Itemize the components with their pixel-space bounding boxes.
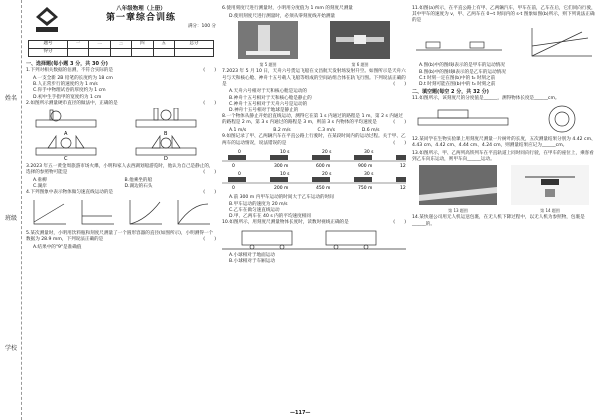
car-icon — [354, 177, 372, 182]
column-3 — [412, 6, 596, 229]
publisher-logo — [34, 6, 60, 32]
question-6: 6.使用刻度尺进行测量时，小明用分度值为 1 mm 的刻度尺测量 — [222, 6, 353, 11]
score-table-header-6: 总分 — [174, 41, 213, 49]
car-time-label: 0 — [238, 150, 241, 156]
car-distance-label: 900 m — [358, 164, 373, 170]
car-distance-label: 750 m — [358, 186, 373, 192]
question-5: 5.某次测量时，小明用饮料瓶和刻度尺测量了一个圆形容器的直径(如图所示)，小明测得一个数据为 28.9 mm，下列说法正确的是 ( ) — [26, 230, 216, 243]
q11-cars-st-graph — [412, 26, 596, 60]
question-fill-13: 13.如图所示，甲、乙两列高铁列车在平直轨道上同时同向行驶，在甲车的座位上，乘客看到乙车向东运动，则甲车向______运动。 — [412, 151, 594, 163]
score-table-score-row — [29, 49, 214, 57]
question-4: 4.下列图象中表示物体做匀速直线运动的是 ( ) — [26, 189, 216, 195]
question-10: 10.如图所示，用刻度尺测量物体长度时，读数时视线正确的是 ( ) — [222, 220, 406, 226]
car-time-label: 30 s — [364, 172, 374, 178]
score-table-header-2: 二 — [89, 41, 110, 49]
score-table-score-label: 得分 — [29, 49, 68, 57]
car-time-label: 0 — [238, 172, 241, 178]
question-3: 3.2023 年五一黄金周旅游市场火爆，小明和家人去西湖划船游览时，他认为自己是静止的，选择的参照物可能是 ( ) — [26, 163, 216, 175]
car-distance-label: 200 m — [274, 186, 289, 192]
question-fill-14: 14.某快递公司用无人机运送包裹，在无人机下降过程中，以无人机为参照物，包裹是______的。 — [412, 215, 585, 227]
section-1-title: 一、选择题(每小题 3 分，共 30 分) — [26, 61, 108, 67]
q9-option-b: B.甲车运动的速度为 20 m/s — [229, 201, 288, 207]
q11-option-a: A.图(b)中的图线Ⅰ表示的是甲车的运动情况 — [419, 63, 505, 69]
score-table-header-1: 一 — [67, 41, 88, 49]
car-icon — [354, 155, 372, 160]
q5-option-a: A.结果中的"9"是准确值 — [33, 244, 82, 250]
q10-train-figure — [222, 228, 406, 250]
car-distance-label: 450 m — [316, 186, 331, 192]
figure-13-caption: 第 13 题图 — [448, 208, 468, 214]
car-time-label: 30 s — [364, 150, 374, 156]
q10-option-b: B.小球相对于车厢运动 — [229, 259, 275, 265]
q1-option-b: B.人正常步行的速度约为 1 m/s — [33, 82, 98, 88]
column-1 — [26, 60, 216, 251]
q1-option-c: C.你手中物理试卷的厚度约为 1 cm — [33, 88, 106, 94]
ruler-and-dial-figure — [412, 104, 596, 134]
q3-options-row-2: C.湖岸 D.湖边的石头 — [33, 183, 153, 189]
question-2: 2.如图所示测量硬币直径的做法中，正确的是 ( ) — [26, 100, 216, 106]
figures-13-14 — [412, 165, 596, 214]
page-title: 第一章综合训练 — [105, 13, 176, 24]
q7-option-b: B.神舟十五号相对于天和核心舱是静止的 — [229, 95, 312, 101]
q9-option-d: D.甲、乙两车在 40 s 内的平均速度相同 — [229, 214, 311, 220]
page-number: —117— — [290, 410, 311, 416]
q8-options: A.1 m/s B.2 m/s C.3 m/s D.6 m/s — [229, 128, 380, 134]
car-icon — [228, 177, 246, 182]
question-8: 8.一个物体从静止开始沿直线运动，测得它在第 1 s 内通过的路程是 1 m，第 2 s 内通过的路程是 2 m，第 3 s 内通过的路程是 3 m，则前 3 s 内物体的平均速度是 ( ) — [222, 114, 406, 126]
gutter-name-label: 姓名 — [5, 95, 18, 102]
delivery-drone-icon — [511, 165, 589, 205]
q2-label-b: B — [164, 131, 168, 138]
car-time-label: 10 s — [280, 150, 290, 156]
figure-14-caption: 第 14 题图 — [540, 208, 560, 214]
score-table — [28, 40, 214, 57]
question-11: 11.如图(a)所示，在平直公路上有甲、乙两辆汽车，甲车在前，乙车在后，它们同向行驶，其中甲车的速度为 v，甲、乙两车在 0~t 时间内的 s-t 图象如图(b)所示，则下列说法正确的是 — [412, 6, 596, 24]
column-2 — [222, 6, 406, 266]
q7-option-a: A.天舟六号相对于天和核心舱是运动的 — [229, 89, 308, 95]
q2-label-d: D — [164, 156, 168, 161]
q6-option-d: D.使用刻度尺进行测量时，必须从零刻度线开始测量 — [229, 13, 336, 19]
score-cell-3[interactable] — [110, 49, 131, 57]
score-cell-5[interactable] — [153, 49, 174, 57]
q7-option-d: D.神舟十五号相对于地球是静止的 — [229, 108, 299, 114]
worksheet-header — [66, 6, 216, 30]
car-distance-label: 0 — [232, 186, 235, 192]
grade-label: 八年级物理（上册） — [116, 6, 166, 12]
full-score-label: 满分：100 分 — [187, 24, 216, 30]
section-2-title: 二、填空题(每空 2 分，共 32 分) — [412, 89, 489, 96]
score-table-header-3: 三 — [110, 41, 131, 49]
score-table-header-0: 题号 — [29, 41, 68, 49]
space-station-icon — [330, 21, 390, 59]
car-icon — [270, 177, 288, 182]
q1-option-d: D.初中生手指甲的宽度约为 1 cm — [33, 94, 102, 100]
question-1: 1.下列对相关数据的估测，不符合实际的是 ( ) — [26, 68, 216, 74]
q9-option-a: A.前 300 m 内甲车运动的时间大于乙车运动的时间 — [229, 195, 334, 201]
bottle-and-ruler-icon — [238, 21, 298, 59]
q2-coin-measure-figures — [26, 108, 216, 160]
q9-car-motion-figure — [222, 148, 406, 192]
q9-option-c: C.乙车在做匀速直线运动 — [229, 207, 280, 213]
car-time-label: 20 s — [322, 172, 332, 178]
score-cell-6[interactable] — [174, 49, 213, 57]
question-9: 9.如图记录了甲、乙两辆汽车在平直公路上行驶时，在某段时间内的运动过程。关于甲、乙两车的运动情况，说法错误的是 ( ) — [222, 134, 406, 146]
car-icon — [312, 177, 330, 182]
figures-5-6 — [222, 21, 406, 68]
question-7: 7.2023 年 5 月 10 日，天舟六号货运飞船在文昌航天发射场发射升空。如图所示是天舟六号与天和核心舱、神舟十五号载人飞船等组成的空间站组合体在轨飞行图。下列说法正确的是 ( ) — [222, 69, 406, 87]
q11-option-c: C.t 时刻一定在图(b)中的 t₀ 时刻之前 — [419, 75, 496, 81]
car-distance-label: 300 m — [274, 164, 289, 170]
score-cell-2[interactable] — [89, 49, 110, 57]
gutter-class-label: 班级 — [5, 215, 18, 222]
question-fill-12: 12.某同学在生物实验课上用刻度尺测量一片树叶的长度，五次测量结果分别为 4.42 cm、4.43 cm、4.42 cm、4.44 cm、4.24 cm，则测量结果应记为______cm。 — [412, 137, 596, 149]
gutter-school-label: 学校 — [5, 345, 18, 352]
binding-gutter — [0, 0, 22, 420]
car-icon — [396, 177, 406, 182]
car-time-label: 10 s — [280, 172, 290, 178]
q11-option-b: B.图(b)中的图线Ⅱ表示的是乙车的运动情况 — [419, 69, 506, 75]
car-distance-label: 600 m — [316, 164, 331, 170]
q7-option-c: C.神舟十五号相对于天舟六号是运动的 — [229, 101, 308, 107]
q10-option-a: A.小球相对于地面运动 — [229, 253, 275, 259]
q2-label-a: A — [64, 131, 68, 138]
figure-6-caption: 第 6 题图 — [351, 62, 369, 68]
car-distance-label: 0 — [232, 164, 235, 170]
q1-option-a: A.一支全新 2B 铅笔的长度约为 18 cm — [33, 75, 113, 81]
q3-options-row-1: A.垂柳 B.他乘坐的船 — [33, 177, 153, 183]
car-icon — [396, 155, 406, 160]
score-cell-4[interactable] — [132, 49, 153, 57]
q2-label-c: C — [64, 156, 68, 161]
question-fill-11: 11.如图所示，该刻度尺的分度值是______，测得物体长度是______cm。 — [412, 96, 560, 102]
q11-option-d: D.t 时刻可能在图(b)中的 t₀ 时刻之前 — [419, 81, 496, 87]
car-icon — [270, 155, 288, 160]
score-table-header-5: 五 — [153, 41, 174, 49]
car-icon — [312, 155, 330, 160]
score-table-header-row — [29, 41, 214, 49]
car-icon — [228, 155, 246, 160]
q4-motion-graphs — [26, 198, 216, 228]
car-distance-label: 12 — [400, 186, 406, 192]
figure-5-caption: 第 5 题图 — [259, 62, 277, 68]
score-cell-1[interactable] — [67, 49, 88, 57]
car-distance-label: 12 — [400, 164, 406, 170]
high-speed-train-photo-icon — [419, 165, 497, 205]
car-time-label: 20 s — [322, 150, 332, 156]
score-table-header-4: 四 — [132, 41, 153, 49]
